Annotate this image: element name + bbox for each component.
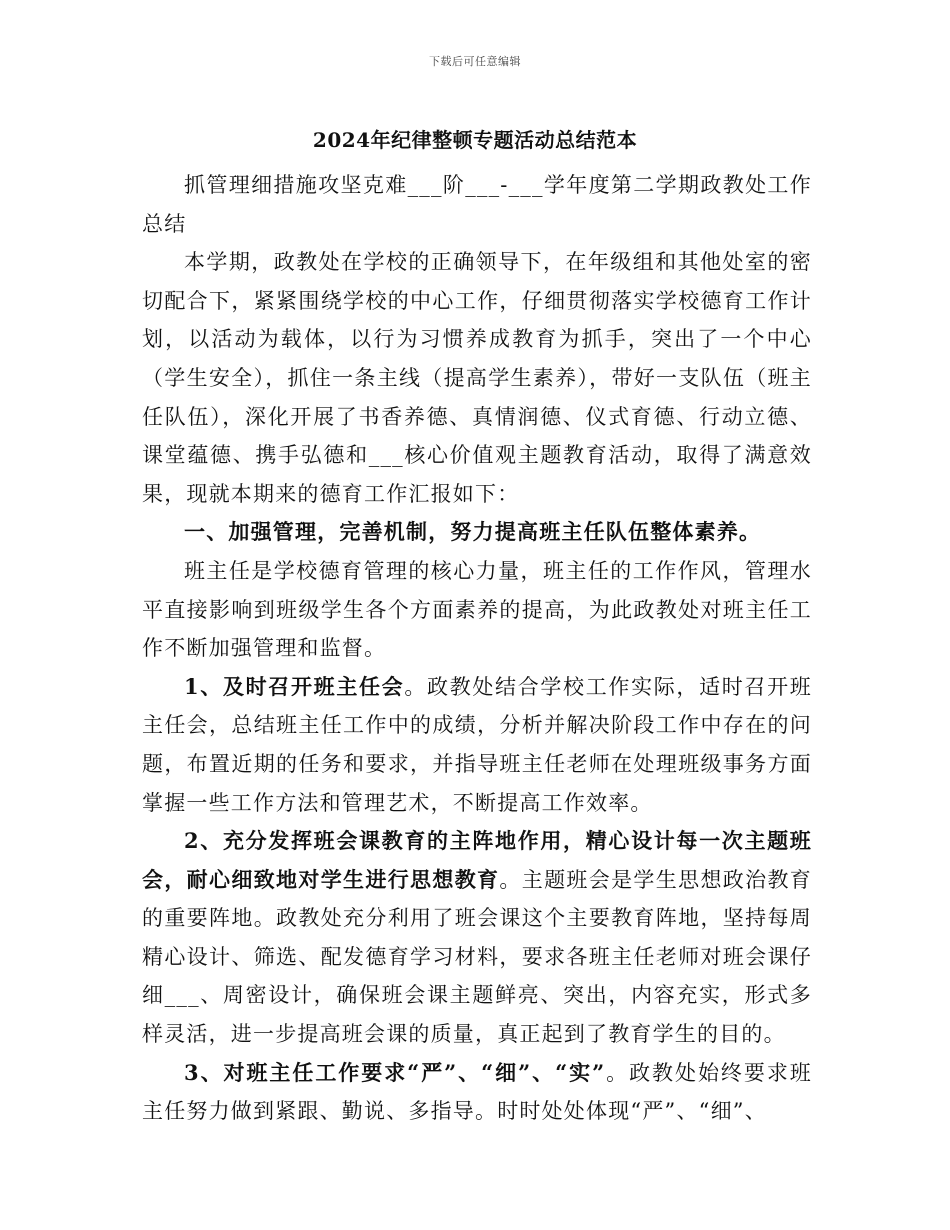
item-2-text: 。主题班会是学生思想政治教育的重要阵地。政教处充分利用了班会课这个主要教育阵地，坚持每周精心设计、筛选、配发德育学习材料，要求各班主任老师对班会课仔细___、周密设计，确保班会课主题鲜亮、突出，内容充实，形式多样灵活，进一步提高班会课的质量，真正起到了教育学生的目的。 <box>142 867 812 1047</box>
paragraph-item-2 <box>142 822 812 1054</box>
item-1-heading: 1、及时召开班主任会 <box>184 673 405 699</box>
paragraph-subtitle: 抓管理细措施攻坚克难___阶___-___学年度第二学期政教处工作总结 <box>142 173 812 236</box>
item-3-heading: 3、对班主任工作要求“严”、“细”、“实” <box>184 1059 606 1085</box>
item-2-heading: 2、充分发挥班会课教育的主阵地作用，精心设计每一次主题班会，耐心细致地对学生进行思想教育 <box>142 828 812 892</box>
paragraph-item-3 <box>142 1054 812 1131</box>
document-title: 2024年纪律整顿专题活动总结范本 <box>312 128 638 152</box>
header-note: 下载后可任意编辑 <box>429 55 521 68</box>
document-body <box>142 166 812 1131</box>
paragraph-section-1: 班主任是学校德育管理的核心力量，班主任的工作作风，管理水平直接影响到班级学生各个方面素养的提高，为此政教处对班主任工作不断加强管理和监督。 <box>142 558 812 661</box>
section-heading-1: 一、加强管理，完善机制，努力提高班主任队伍整体素养。 <box>184 519 762 545</box>
paragraph-intro: 本学期，政教处在学校的正确领导下，在年级组和其他处室的密切配合下，紧紧围绕学校的中心工作，仔细贯彻落实学校德育工作计划，以活动为载体，以行为习惯养成教育为抓手，突出了一个中心（学生安全），抓住一条主线（提高学生素养），带好一支队伍（班主任队伍），深化开展了书香养德、真情润德、仪式育德、行动立德、课堂蕴德、携手弘德和___核心价值观主题教育活动，取得了满意效果，现就本期来的德育工作汇报如下： <box>142 250 812 506</box>
item-3-text: 。政教处始终要求班主任努力做到紧跟、勤说、多指导。时时处处体现“严”、“细”、 <box>142 1060 812 1124</box>
paragraph-item-1 <box>142 668 812 822</box>
item-1-text: 。政教处结合学校工作实际，适时召开班主任会，总结班主任工作中的成绩，分析并解决阶段工作中存在的问题，布置近期的任务和要求，并指导班主任老师在处理班级事务方面掌握一些工作方法和管理艺术，不断提高工作效率。 <box>142 674 812 815</box>
